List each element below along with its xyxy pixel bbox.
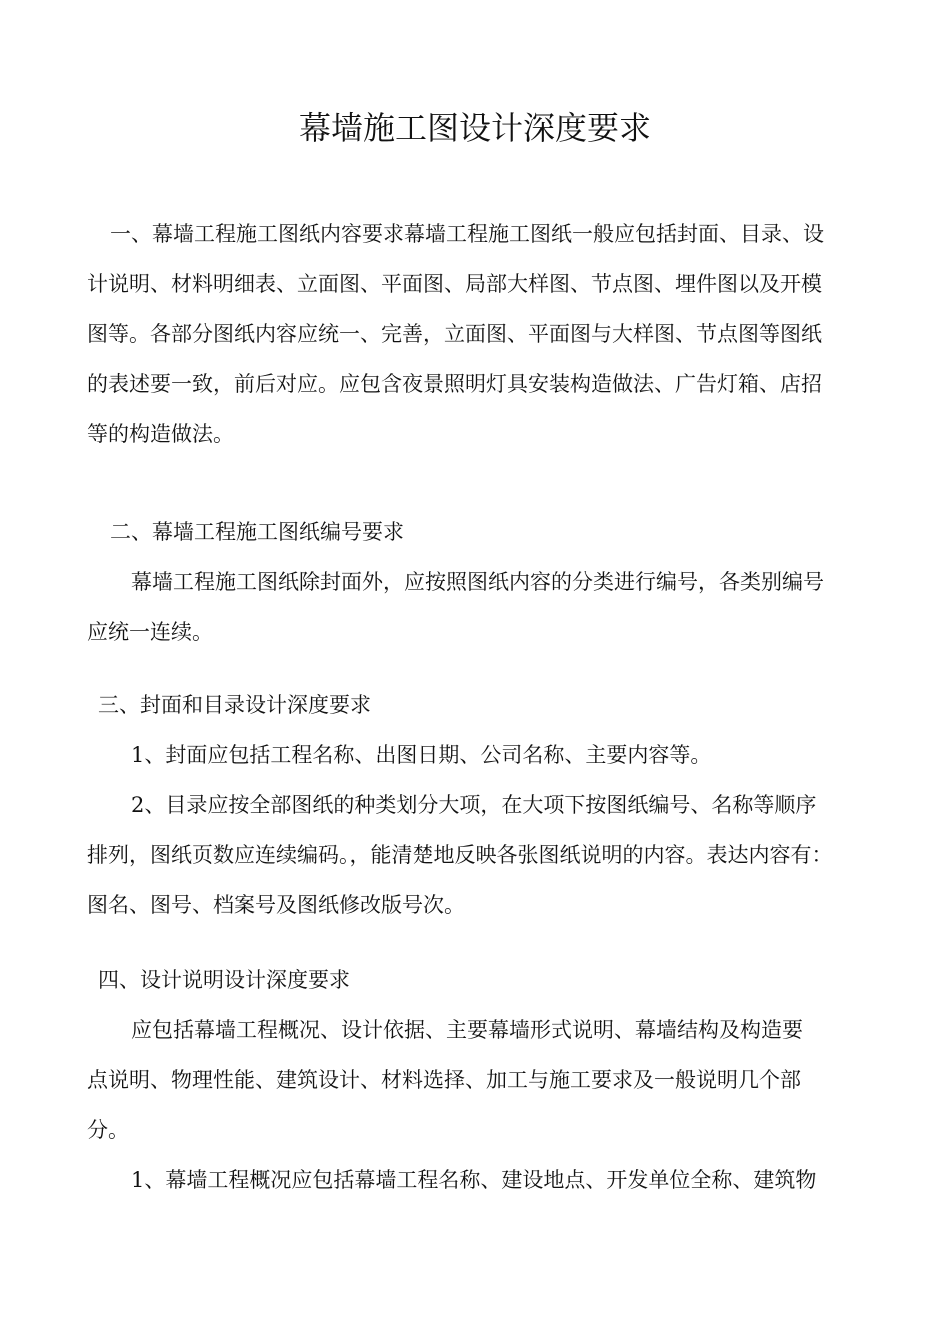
body-line: 应包括幕墙工程概况、设计依据、主要幕墙形式说明、幕墙结构及构造要 <box>131 1018 803 1042</box>
body-line: 2、目录应按全部图纸的种类划分大项，在大项下按图纸编号、名称等顺序 <box>131 793 817 817</box>
section-heading: 三、封面和目录设计深度要求 <box>98 693 371 717</box>
body-line: 幕墙工程施工图纸除封面外，应按照图纸内容的分类进行编号，各类别编号 <box>131 570 824 594</box>
section-heading: 二、幕墙工程施工图纸编号要求 <box>110 520 404 544</box>
body-line: 点说明、物理性能、建筑设计、材料选择、加工与施工要求及一般说明几个部 <box>87 1068 801 1092</box>
body-line: 一、幕墙工程施工图纸内容要求幕墙工程施工图纸一般应包括封面、目录、设 <box>110 222 824 246</box>
body-line: 应统一连续。 <box>87 620 213 644</box>
body-line: 的表述要一致，前后对应。应包含夜景照明灯具安装构造做法、广告灯箱、店招 <box>87 372 822 396</box>
body-line: 1、封面应包括工程名称、出图日期、公司名称、主要内容等。 <box>131 743 712 767</box>
section-heading: 四、设计说明设计深度要求 <box>98 968 350 992</box>
body-line: 排列，图纸页数应连续编码。，能清楚地反映各张图纸说明的内容。表达内容有： <box>87 843 833 867</box>
body-line: 图名、图号、档案号及图纸修改版号次。 <box>87 893 465 917</box>
body-line: 计说明、材料明细表、立面图、平面图、局部大样图、节点图、埋件图以及开模 <box>87 272 822 296</box>
body-line: 图等。各部分图纸内容应统一、完善，立面图、平面图与大样图、节点图等图纸 <box>87 322 822 346</box>
body-line: 等的构造做法。 <box>87 422 234 446</box>
body-line: 1、幕墙工程概况应包括幕墙工程名称、建设地点、开发单位全称、建筑物 <box>131 1168 817 1192</box>
body-line: 分。 <box>87 1118 129 1142</box>
document-title: 幕墙施工图设计深度要求 <box>298 109 651 147</box>
